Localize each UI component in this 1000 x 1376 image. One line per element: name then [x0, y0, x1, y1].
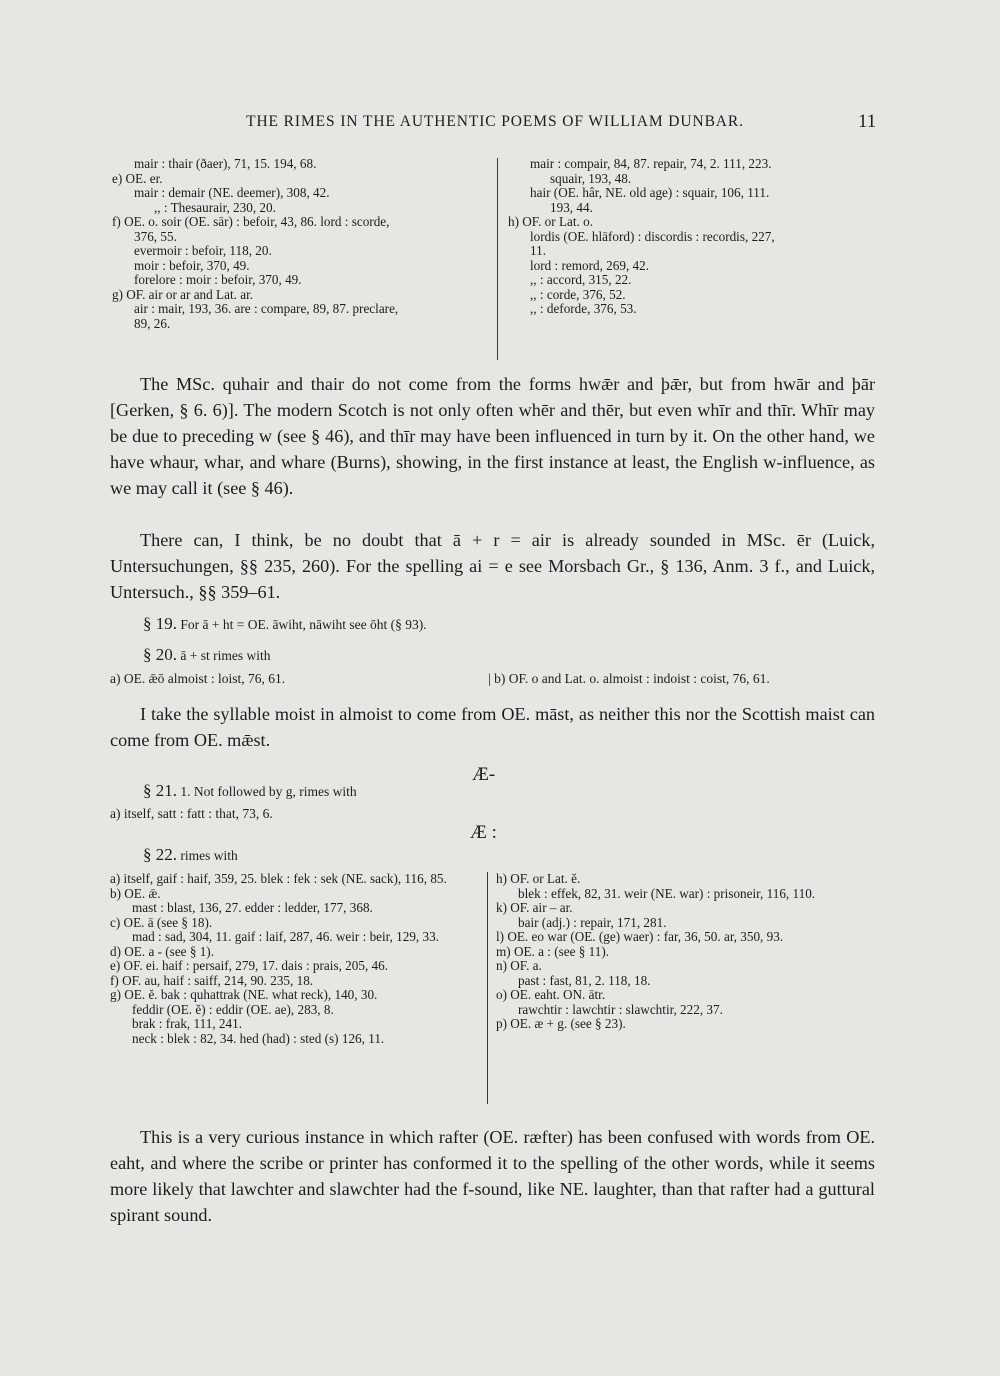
section-text: rimes with	[180, 848, 238, 863]
list-item: neck : blek : 82, 34. hed (had) : sted (s) 126, 11.	[132, 1030, 385, 1046]
list-item: m) OE. a : (see § 11).	[496, 943, 610, 959]
list-item: k) OF. air – ar.	[496, 900, 573, 915]
list-item: h) OF. or Lat. ĕ.	[496, 871, 581, 886]
body-paragraph	[110, 1124, 875, 1228]
section-text: For ā + ht = OE. āwiht, nāwiht see ōht (§ 93).	[180, 617, 427, 632]
list-item: 89, 26.	[134, 315, 171, 331]
section-text: 1. Not followed by g, rimes with	[180, 784, 357, 799]
list-item: past : fast, 81, 2. 118, 18.	[518, 972, 651, 988]
section-number: § 19.	[143, 614, 177, 633]
list-item: 11.	[530, 243, 546, 258]
body-paragraph	[110, 701, 875, 753]
list-item: blek : effek, 82, 31. weir (NE. war) : prisoneir, 116, 110.	[518, 885, 816, 901]
list-item: c) OE. ā (see § 18).	[110, 914, 213, 930]
section-20-b: | b) OF. o and Lat. o. almoist : indoist : coist, 76, 61.	[488, 671, 770, 686]
section-number: § 22.	[143, 845, 177, 864]
list-item: hair (OE. hâr, NE. old age) : squair, 106, 111.	[530, 185, 770, 200]
list-item: mair : demair (NE. deemer), 308, 42.	[134, 185, 330, 200]
list-item: lordis (OE. hlāford) : discordis : recordis, 227,	[530, 228, 775, 244]
section-22	[143, 845, 238, 865]
list-item: squair, 193, 48.	[550, 170, 632, 186]
bottom-left-column	[110, 872, 478, 1046]
section-20	[143, 645, 270, 665]
body-paragraph	[110, 527, 875, 605]
section-text: ā + st rimes with	[180, 648, 271, 663]
list-item: moir : befoir, 370, 49.	[134, 257, 250, 273]
list-item: l) OE. eo war (OE. (ge) waer) : far, 36, 50. ar, 350, 93.	[496, 929, 784, 944]
list-item: evermoir : befoir, 118, 20.	[134, 243, 272, 258]
list-item: lord : remord, 269, 42.	[530, 257, 650, 273]
list-item: p) OE. æ + g. (see § 23).	[496, 1016, 626, 1031]
paragraph-text: This is a very curious instance in which rafter (OE. ræfter) has been confused with words from OE. eaht, and where the scribe or printer has conformed it to the spelling of the other words, while it seems more likely that lawchter and slawchter had the f-sound, like NE. laughter, than that rafter had a guttural spirant sound.	[110, 1127, 875, 1225]
list-item: air : mair, 193, 36. are : compare, 89, 87. preclare,	[134, 301, 399, 316]
page-number: 11	[858, 111, 877, 132]
list-item: mast : blast, 136, 27. edder : ledder, 177, 368.	[132, 900, 373, 915]
list-item: rawchtir : lawchtir : slawchtir, 222, 37.	[518, 1001, 723, 1017]
list-item: g) OE. ĕ. bak : quhattrak (NE. what reck), 140, 30.	[110, 987, 378, 1002]
list-item: o) OE. eaht. ON. ātr.	[496, 987, 606, 1002]
ae-heading: Æ-	[472, 764, 496, 785]
list-item: ,, : deforde, 376, 53.	[530, 301, 637, 316]
list-item: feddir (OE. ĕ) : eddir (OE. ae), 283, 8.	[132, 1001, 334, 1017]
list-item: mair : thair (ðaer), 71, 15. 194, 68.	[134, 156, 317, 171]
paragraph-text: There can, I think, be no doubt that ā + r = air is already sounded in MSc. ēr (Luick, Untersuchungen, §§ 235, 260). For the spelling ai = e see Morsbach Gr., § 136, Anm. 3 f., and Luick, Untersuch., §§ 359–61.	[110, 530, 875, 602]
column-divider	[487, 872, 488, 1104]
top-right-column	[508, 157, 880, 317]
list-item: h) OF. or Lat. o.	[508, 214, 594, 229]
list-item: g) OF. air or ar and Lat. ar.	[112, 286, 254, 302]
list-item: ,, : accord, 315, 22.	[530, 272, 632, 287]
list-item: e) OE. er.	[112, 170, 163, 186]
top-left-column	[112, 157, 490, 331]
list-item: e) OF. ei. haif : persaif, 279, 17. dais : prais, 205, 46.	[110, 958, 389, 973]
section-number: § 21.	[143, 781, 177, 800]
list-item: mair : compair, 84, 87. repair, 74, 2. 111, 223.	[530, 156, 772, 171]
list-item: 376, 55.	[134, 228, 177, 244]
list-item: a) itself, gaif : haif, 359, 25. blek : fek : sek (NE. sack), 116, 85.	[110, 871, 447, 886]
paragraph-text: The MSc. quhair and thair do not come from the forms hwǣr and þǣr, but from hwār and þār [Gerken, § 6. 6)]. The modern Scotch is not only often whēr and thēr, but even whīr and thīr. Whīr may be due to preceding w (see § 46), and thīr may have been influenced in turn by it. On the other hand, we have whaur, whar, and whare (Burns), showing, in the first instance at least, the English w-influence, as we may call it (see § 46).	[110, 374, 875, 498]
list-item: 193, 44.	[550, 199, 593, 215]
column-divider	[497, 158, 498, 360]
list-item: ,, : Thesaurair, 230, 20.	[154, 199, 276, 215]
ae-heading: Æ :	[470, 822, 497, 843]
list-item: mad : sad, 304, 11. gaif : laif, 287, 46. weir : beir, 129, 33.	[132, 929, 440, 944]
section-20-a: a) OE. ǣō almoist : loist, 76, 61.	[110, 671, 286, 686]
section-21-a: a) itself, satt : fatt : that, 73, 6.	[110, 806, 273, 821]
section-21	[143, 781, 357, 801]
list-item: f) OE. o. soir (OE. sār) : befoir, 43, 86. lord : scorde,	[112, 214, 390, 229]
list-item: brak : frak, 111, 241.	[132, 1016, 242, 1031]
list-item: ,, : corde, 376, 52.	[530, 286, 626, 302]
list-item: bair (adj.) : repair, 171, 281.	[518, 914, 667, 930]
list-item: b) OE. ǣ.	[110, 885, 161, 901]
list-item: n) OF. a.	[496, 958, 542, 973]
running-title: THE RIMES IN THE AUTHENTIC POEMS OF WILLIAM DUNBAR.	[246, 113, 744, 130]
paragraph-text: I take the syllable moist in almoist to come from OE. māst, as neither this nor the Scottish maist can come from OE. mǣst.	[110, 704, 875, 750]
list-item: forelore : moir : befoir, 370, 49.	[134, 272, 302, 287]
bottom-right-column	[496, 872, 876, 1032]
list-item: f) OF. au, haif : saiff, 214, 90. 235, 18.	[110, 972, 314, 988]
list-item: d) OE. a - (see § 1).	[110, 943, 214, 959]
body-paragraph	[110, 371, 875, 501]
section-19	[143, 614, 427, 634]
section-number: § 20.	[143, 645, 177, 664]
